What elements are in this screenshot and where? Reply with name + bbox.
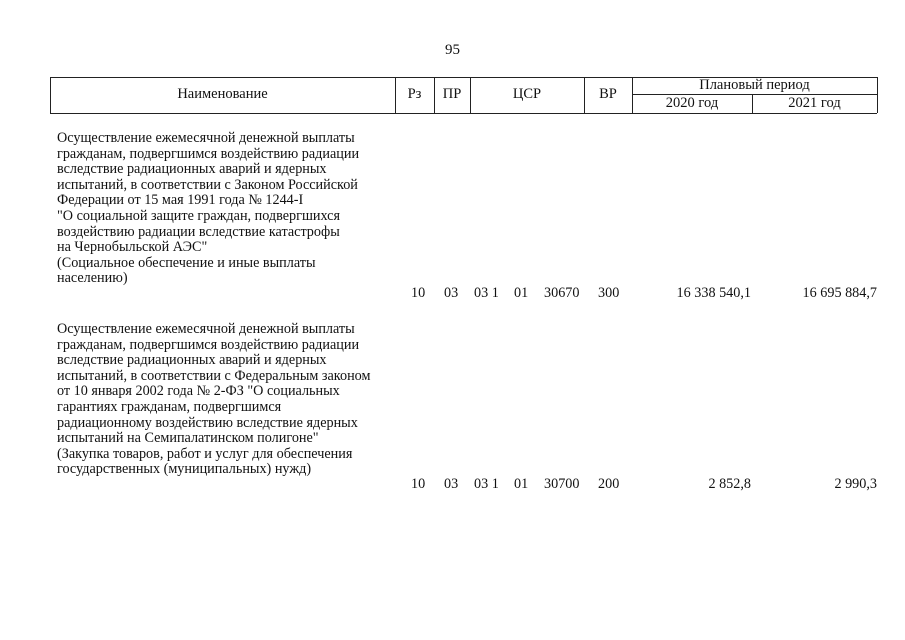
row-name [57, 322, 402, 478]
cell-csr-code: 30700 [544, 476, 580, 492]
name-line: Осуществление ежемесячной денежной выплаты [57, 321, 355, 337]
name-line: гражданам, подвергшимся воздействию радиации [57, 145, 360, 162]
name-line: вследствие радиационных аварий и ядерных [57, 161, 327, 178]
header-csr: ЦСР [512, 86, 542, 102]
name-line: "О социальной защите граждан, подвергшихся [57, 207, 340, 224]
header-year-2020: 2020 год [665, 95, 719, 111]
header-bottom-border [50, 113, 877, 114]
cell-csr-subprogram: 01 [514, 476, 529, 492]
cell-rz: 10 [411, 476, 426, 492]
row-name [57, 131, 402, 287]
header-pr: ПР [442, 86, 462, 102]
table-header [50, 77, 877, 113]
cell-csr-subprogram: 01 [514, 285, 529, 301]
cell-csr-code: 30670 [544, 285, 580, 301]
name-line: (Закупка товаров, работ и услуг для обеспечения [57, 445, 353, 462]
header-rz: Рз [407, 86, 422, 102]
name-line: вследствие радиационных аварий и ядерных [57, 352, 327, 369]
cell-csr-program: 03 1 [474, 476, 499, 492]
cell-rz: 10 [411, 285, 426, 301]
col-border [877, 77, 878, 113]
header-period: Плановый период [699, 77, 810, 93]
cell-2020: 16 338 540,1 [676, 285, 751, 301]
name-line: испытаний на Семипалатинском полигоне" [57, 430, 319, 447]
name-line: от 10 января 2002 года № 2-ФЗ "О социальных [57, 383, 340, 400]
name-line: испытаний, в соответствии с Законом Российской [57, 176, 358, 193]
page-number: 95 [445, 42, 460, 58]
name-line: воздействию радиации вследствие катастрофы [57, 223, 340, 240]
cell-vr: 200 [598, 476, 620, 492]
name-line: государственных (муниципальных) нужд) [57, 461, 312, 478]
name-line: (Социальное обеспечение и иные выплаты [57, 254, 316, 271]
table-row [50, 131, 877, 303]
header-year-2021: 2021 год [788, 95, 841, 111]
name-line: Осуществление ежемесячной денежной выплаты [57, 130, 355, 146]
cell-csr-program: 03 1 [474, 285, 499, 301]
name-line: Федерации от 15 мая 1991 года № 1244-I [57, 192, 304, 209]
header-vr: ВР [599, 86, 617, 102]
cell-vr: 300 [598, 285, 620, 301]
header-name: Наименование [177, 86, 268, 102]
cell-2021: 2 990,3 [834, 476, 877, 492]
table-row [50, 322, 877, 494]
name-line: гражданам, подвергшимся воздействию радиации [57, 336, 360, 353]
cell-2021: 16 695 884,7 [802, 285, 877, 301]
name-line: на Чернобыльской АЭС" [57, 239, 208, 256]
cell-pr: 03 [444, 285, 459, 301]
name-line: испытаний, в соответствии с Федеральным законом [57, 367, 371, 384]
name-line: гарантиях гражданам, подвергшимся [57, 398, 282, 415]
cell-pr: 03 [444, 476, 459, 492]
cell-2020: 2 852,8 [708, 476, 751, 492]
name-line: населению) [57, 270, 128, 287]
name-line: радиационному воздействию вследствие ядерных [57, 414, 358, 431]
